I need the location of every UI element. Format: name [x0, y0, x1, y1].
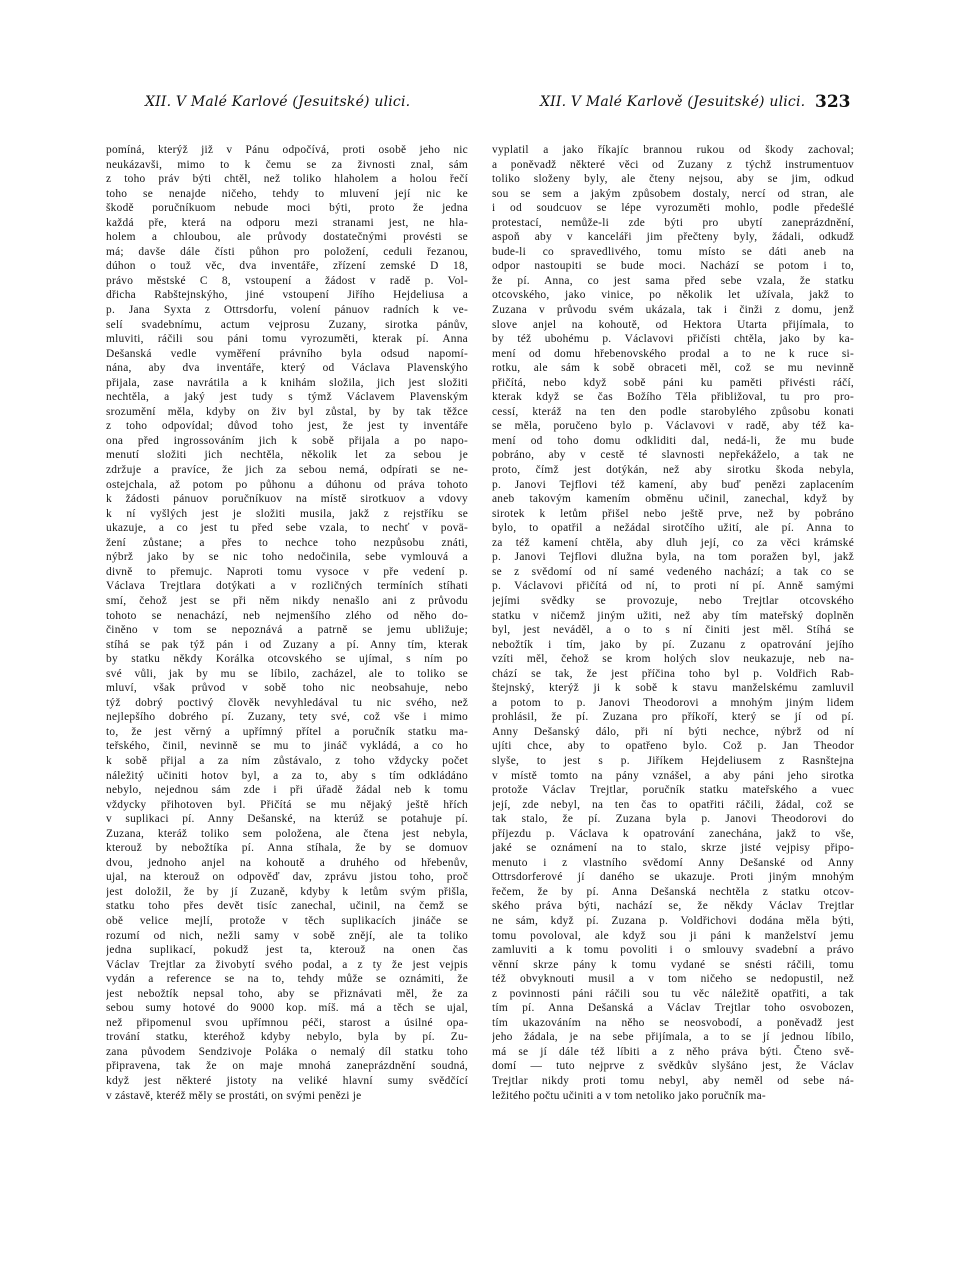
text-line: Trejtlar nikdy proti tomu nebyl, aby neměl od sebe ná- — [492, 1075, 854, 1087]
text-line: slyše, to jest s p. Jiříkem Hejdeliusem z Rasnštejna — [492, 754, 854, 767]
text-line: ostejchala, až potom po půhonu a dúhonu od práva tohoto — [106, 478, 468, 491]
text-column-right — [492, 143, 854, 1103]
text-line: že pí. Anna, co jest sama před sebe vzala, že statku — [492, 274, 854, 287]
text-line: jest doložil, že by jí Zuzaně, kdyby k letům svým přišla, — [106, 885, 468, 898]
text-line: právo městské C 8, vstoupení a žádost v radě p. Vol- — [106, 274, 468, 287]
text-line: nýbrž jako by se nic toho nedočinila, sebe vymlouvá a — [106, 551, 468, 564]
text-line: činěno v tom se nepoznává a patrně se jemu ubližuje; — [106, 624, 468, 637]
text-line: statku v ničemž jiným užiti, než aby tím mateřský doplněn — [492, 609, 854, 622]
text-line: vyplatil a jako říkajíc brannou rukou od škody zachoval; — [492, 144, 854, 156]
text-line: ujíti chce, aby to opatřeno bylo. Což p. Jan Theodor — [492, 740, 854, 753]
text-line: rozumí od nich, nežli samy v sobě znějí, ale ta toliko — [106, 929, 468, 942]
text-line: tím ukazováním na něho se neosvobodí, a poněvadž jest — [492, 1016, 854, 1029]
text-line: vždycky přihotoven byl. Přičítá se mu nějaký ještě hřích — [106, 798, 468, 811]
page-number: 323 — [815, 92, 851, 112]
text-line: kterouž by nebožtíka pí. Anna stíhala, že by se domuov — [106, 842, 468, 855]
text-line: rotku, ale sám k sobě obraceti měl, což se mu nevinně — [492, 362, 854, 375]
text-line: se z svědomí od ní samé vedeného nachází; a tak co se — [492, 565, 854, 578]
text-line: byl, jest neváděl, a o to s ní činiti jest měl. Stíhá se — [492, 624, 854, 637]
text-line: smí, čehož jest se při něm nikdy nenašlo ani z průvodu — [106, 594, 468, 607]
text-line: dúhon o touž věc, dva inventáře, zřízení zemské D 18, — [106, 260, 468, 273]
text-line: věnní skrze pány k tomu vydané se snésti ráčili, tomu — [492, 958, 854, 971]
text-line: též obvyknouti musil a v tom ničeho se nedopustil, než — [492, 973, 854, 986]
text-line: divně to přemujc. Naproti tomu vysoce v pře vedení p. — [106, 565, 468, 578]
text-line: týž dobrý poctivý člověk nevyhledával tu nic svého, než — [106, 696, 468, 709]
text-line: zana původem Sendzivoje Poláka o nemalý díl statku toho — [106, 1045, 468, 1058]
text-line: dřicha Rabštejnskýho, jiné vstoupení Jiřího Hejdeliusa a — [106, 289, 468, 302]
text-line: jest nebožtík nepsal toho, aby se přiznávati měl, že za — [106, 987, 468, 1000]
text-line: Zuzana v průvodu svém ukázala, tak i činži z domu, jenž — [492, 304, 854, 317]
text-line: menuto i z vlastního svědomí Anny Dešanské od Anny — [492, 856, 854, 869]
text-line: ukazuje, a co jest tu před sebe vzala, to nechť v povä- — [106, 522, 468, 535]
text-line: má se jí dále též líbiti a z něho práva býti. Čteno svě- — [492, 1045, 854, 1058]
text-line: jedna suplikací, pokudž jest ta, kterouž na onen čas — [106, 944, 468, 957]
text-line: mluví, však průvod v sobě toho nic neobsahuje, nebo — [106, 682, 468, 695]
text-line: Anny Dešanský dálo, při ní býti nechce, nýbrž od ní — [492, 725, 854, 738]
text-line: náležitý učiniti hotov byl, a za to, aby s tím odkládáno — [106, 769, 468, 782]
text-line: své vůli, jak by mu se líbilo, zacházel, ale to toliko se — [106, 667, 468, 680]
text-line: ne sám, když pí. Zuzana p. Voldřichovi dodána měla býti, — [492, 914, 854, 927]
text-line: mení od domu hřebenovského prodal a to ne k ruce si- — [492, 347, 854, 360]
text-line: zamluviti a k tomu povoliti i o smlouvy svadební a právo — [492, 944, 854, 957]
text-line: ujal, na kterouž on odpověď dav, zprávu jistou toho, proč — [106, 871, 468, 884]
text-line: ského práva býti, nachází se, že někdy Václav Trejtlar — [492, 900, 854, 913]
text-line: tomu povoloval, ale když sou ji páni k manželství jemu — [492, 929, 854, 942]
text-line: aneb takovým kamením obměnu učinil, zanechal, když by — [492, 493, 854, 506]
text-line: statku toho přes devět tisíc zanechal, učinil, na čemž se — [106, 900, 468, 913]
text-line: trování statku, kteréhož kdyby nebylo, byla by pí. Zu- — [106, 1031, 468, 1044]
text-line: Zuzana, kteráž toliko sem položena, ale čtena jest nebyla, — [106, 827, 468, 840]
text-line: by též ubohému p. Václavovi přičísti chtěla, jako by ka- — [492, 333, 854, 346]
text-line: má; davše dále čísti půhon pro položení, ceduli řezanou, — [106, 245, 468, 258]
text-line: z toho práv býti chtěl, než toliko hlaholem a holou řečí — [106, 173, 468, 186]
text-line: jaké se oznámení na to stalo, skrze jisté vejpisy připo- — [492, 842, 854, 855]
text-line: z povinnosti páni ráčili sou tu věc náležitě opatřiti, a tak — [492, 987, 854, 1000]
text-line: žení zůstane; a přes to nechce toho nezpůsobu znáti, — [106, 536, 468, 549]
text-line: vydán a reference se na to, tehdy může se oznámiti, že — [106, 973, 468, 986]
text-line: cessí, kteráž na ten den podle starobylého způsobu konati — [492, 405, 854, 418]
text-line: v zástavě, kteréž měly se prostáti, on svými penězi je — [106, 1089, 362, 1102]
text-line: prohlásil, že pí. Zuzana pro příkoří, který se jí od pí. — [492, 711, 854, 724]
text-line: pobráno, aby v cestě té slavnosti nepřekáželo, a tak ne — [492, 449, 854, 462]
text-line: protože Václav Trejtlar, poručník statku mateřského a vuec — [492, 784, 854, 797]
text-line: mení od toho domu odkliditi dal, nedá-li, že mu bude — [492, 434, 854, 447]
text-line: slove anjel na kohoutě, od Hektora Utarta přijímala, to — [492, 318, 854, 331]
text-line: otcovského, jako vinice, po několik let užívala, jakž to — [492, 289, 854, 302]
text-line: každá pře, která na odporu mezi stranami jest, ne hla- — [106, 216, 468, 229]
text-line: p. Jana Syxta z Ottrsdorfu, volení pánuov radních k ve- — [106, 304, 468, 317]
text-line: menutí složiti jich nechtěla, několik let za sebou je — [106, 449, 468, 462]
text-line: vzíti měl, čehož se krom holých slov neukazuje, neb na- — [492, 653, 854, 666]
text-line: její, zde nebyl, na ten čas to opatřiti ráčili, žádal, což se — [492, 798, 854, 811]
text-line: holem a chloubou, ale průvody dostatečnými provésti se — [106, 231, 468, 244]
text-line: aspoň aby v kanceláři jim přečteny byly, žádali, odkudž — [492, 231, 854, 244]
text-line: Dešanská vedle vyměření právního byla odsud napomí- — [106, 347, 468, 360]
text-line: neukázavši, mimo to k čemu se za živnosti znal, sám — [106, 158, 468, 171]
text-line: Václav Trejtlar za živobytí svého podal, a z ty že jest vejpis — [106, 958, 468, 971]
text-line: jejími svědky se provozuje, nebo Trejtlar otcovského — [492, 594, 854, 607]
text-line: tak stalo, že pí. Zuzana byla p. Janovi Theodorovi do — [492, 813, 854, 826]
text-line: tím pí. Anna Dešanská a Václav Trejtlar toho osvobozen, — [492, 1002, 854, 1015]
text-line: p. Janovi Tejflovi dlužna byla, na tom poražen byl, jakž — [492, 551, 854, 564]
text-line: protestací, nemůže-li zde býti pro ubytí zaneprázdnění, — [492, 216, 854, 229]
text-column-left — [106, 143, 468, 1103]
text-line: bylo, to opatřil a nežádal sirotčího užití, ale pí. Anna to — [492, 522, 854, 535]
text-line: k sobě přijal a za ním zůstávalo, z toho vždycky počet — [106, 754, 468, 767]
text-line: než připomenul svou upřímnou péči, starost a úsilné opa- — [106, 1016, 468, 1029]
text-line: toliko složeny byly, ale čteny nejsou, aby se jim, odkud — [492, 173, 854, 186]
text-line: odpor nastoupiti se bude moci. Nachází se potom i to, — [492, 260, 854, 273]
text-line: Václava Trejtlara dotýkati a v rozličných termíních stíhati — [106, 580, 468, 593]
text-line: ležitého počtu učiniti a v tom netoliko jako poručník ma- — [492, 1089, 766, 1102]
text-line: i od soudcuov se lépe vyrozuměti mohlo, podle předešlé — [492, 202, 854, 215]
text-line: z toho odpovídal; důvod toho jest, že jest ty inventáře — [106, 420, 468, 433]
text-line: v místě tomto na pány vznášel, a aby páni jeho sirotka — [492, 769, 854, 782]
running-header-left: XII. V Malé Karlové (Jesuitské) ulici. — [145, 94, 411, 110]
text-line: teřského, činil, nevinně se mu to jináč vykládá, a co ho — [106, 740, 468, 753]
text-line: by statku někdy Korálka otcovského se ujímal, s ním po — [106, 653, 468, 666]
text-line: proto, čímž jest dotýkán, než aby sirotku škoda nebyla, — [492, 464, 854, 477]
text-line: ona před ingrossováním jich k sobě přijala a po napo- — [106, 434, 468, 447]
text-line: sirotek k letům přišel nebo ještě prve, než by pobráno — [492, 507, 854, 520]
text-line: tohoto se nenachází, neb nejmenšího zlého od něho do- — [106, 609, 468, 622]
text-line: obě velice mejlí, protože v těch suplikacích jináče se — [106, 914, 468, 927]
text-line: selí svadebnímu, actum vejprosu Zuzany, sirotka pánův, — [106, 318, 468, 331]
text-line: jeho žádala, je na sebe přijímala, a to se jí jednou líbilo, — [492, 1031, 854, 1044]
text-line: sou se sem a jakým způsobem dostaly, nercí od stran, ale — [492, 187, 854, 200]
text-line: dvou, jednoho anjel na kohoutě a druhého od hřebenův, — [106, 856, 468, 869]
text-line: nebylo, nejednou sám zde i při úřadě žádal neb k tomu — [106, 784, 468, 797]
text-line: mluviti, ráčili sou páni tomu vyrozuměti, kterak pí. Anna — [106, 333, 468, 346]
text-line: přijala, zase navrátila a k knihám složila, jich jest složiti — [106, 376, 468, 389]
text-line: štejnský, kterýž ji k sobě k stavu manželskému zamluvil — [492, 682, 854, 695]
text-line: nána, aby dva inventáře, který od Václava Plavenskýho — [106, 362, 468, 375]
text-line: nechtěla, a jaký jest tudy s týmž Václavem Plavenským — [106, 391, 468, 404]
text-line: a poněvadž některé věci od Zuzany z týchž instrumentuov — [492, 158, 854, 171]
text-line: p. Janovi Tejflovi též kamení, aby buď penězi zaplacením — [492, 478, 854, 491]
text-line: srozumění měla, kdyby on živ byl zůstal, by by tak těžce — [106, 405, 468, 418]
text-line: chází se tak, že jest příčina toho byl p. Voldřich Rab- — [492, 667, 854, 680]
running-header-right: XII. V Malé Karlově (Jesuitské) ulici. — [540, 94, 806, 110]
text-line: pomíná, kterýž již v Pánu odpočívá, proti osobě jeho nic — [106, 144, 468, 156]
text-line: kterak když se čas Božího Těla přibližoval, tu pro pro- — [492, 391, 854, 404]
text-line: přičítá, nebo když sobě páni ku paměti přivésti ráčí, — [492, 376, 854, 389]
text-line: k žádosti pánuov poručníkuov na místě sirotkuov a vdovy — [106, 493, 468, 506]
text-line: p. Václavovi přičítá od ní, to proti ní pí. Anně samými — [492, 580, 854, 593]
text-line: nejlepšího dobrého pí. Zuzany, tety své, což vše i mimo — [106, 711, 468, 724]
text-line: zdržuje a pravíce, že jich za sebou nemá, odpírati se ne- — [106, 464, 468, 477]
text-line: se měla, poručeno bylo p. Václavovi v radě, aby též ka- — [492, 420, 854, 433]
text-line: připravena, tak že on maje mnohá zaneprázdnění soudná, — [106, 1060, 468, 1073]
text-line: za též kamení chtěla, aby dluh její, co za věci krámské — [492, 536, 854, 549]
text-line: sebou sumy hotové do 9000 kop. míš. má a těch se ujal, — [106, 1002, 468, 1015]
text-line: v suplikaci pí. Anny Dešanské, na kterúž se potahuje pí. — [106, 813, 468, 826]
text-line: řečem, že by pí. Anna Dešanská nechtěla z statku otcov- — [492, 885, 854, 898]
text-line: Ottrsdorferové jí daného se ukazuje. Proti jiným mnohým — [492, 871, 854, 884]
text-line: k ní vyšlých jest je složiti musila, jakž z rejstříku se — [106, 507, 468, 520]
text-line: domí — tuto nejprve z svědkův slyšáno jest, že Václav — [492, 1060, 854, 1073]
text-line: škodě poručníkuom nebude moci býti, proto že jedna — [106, 202, 468, 215]
text-line: a potom to p. Janovi Theodorovi a mnohým jiným lidem — [492, 696, 854, 709]
text-line: toho se nenajde ničeho, tehdy to mluvení její nic ke — [106, 187, 468, 200]
text-line: nebožtík i tím, jako by pí. Zuzanu z opatrování jejího — [492, 638, 854, 651]
text-line: stíhá se pak týž pán i od Zuzany a pí. Anny tím, kterak — [106, 638, 468, 651]
text-line: to, že jest věrný a upřímný přítel a poručník statku ma- — [106, 725, 468, 738]
text-line: když jest některé jistoty na veliké hlavní sumy svědčící — [106, 1075, 468, 1087]
text-line: bude-li co spravedlivého, tomu místo se dáti aneb na — [492, 245, 854, 258]
text-line: příjezdu p. Václava k opatrování zanechána, jakž to vše, — [492, 827, 854, 840]
